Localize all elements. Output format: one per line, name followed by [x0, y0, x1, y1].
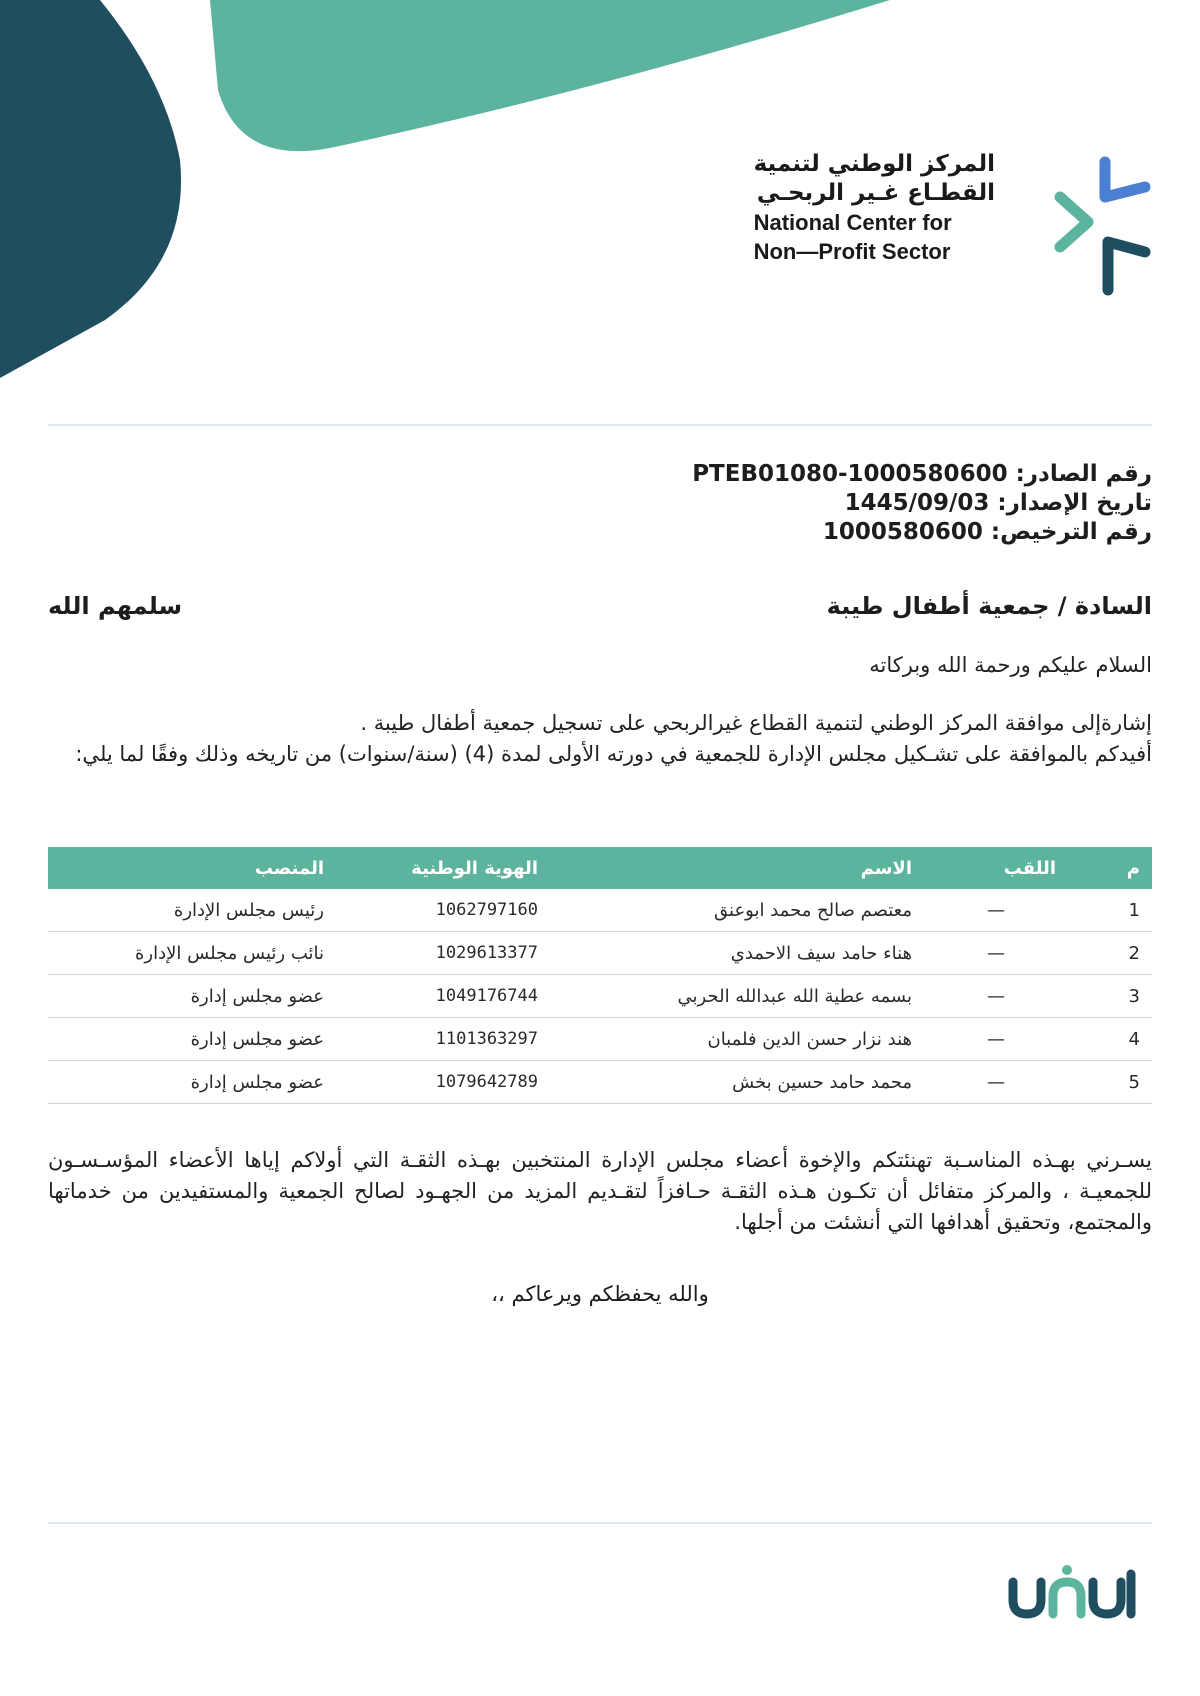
intro-line-2: أفيدكم بالموافقة على تشـكيل مجلس الإدارة للجمعية في دورته الأولى لمدة (4) (سنة/سنوات) من تاريخه وذلك وفقًا لما يلي: — [75, 742, 1152, 766]
addressee: السادة / جمعية أطفال طيبة — [826, 592, 1152, 620]
cell-position: نائب رئيس مجلس الإدارة — [48, 932, 336, 975]
col-header-title: اللقب — [924, 847, 1068, 889]
top-divider — [48, 424, 1152, 426]
cell-title: — — [924, 1061, 1068, 1104]
cell-num: 1 — [1068, 889, 1152, 932]
cell-name: معتصم صالح محمد ابوعنق — [550, 889, 924, 932]
greeting: السلام عليكم ورحمة الله وبركاته — [869, 653, 1152, 677]
org-logo — [753, 150, 1160, 310]
org-name-en-1: National Center for — [753, 210, 952, 235]
namw-brand-logo-icon — [1005, 1562, 1155, 1622]
meta-row-issue-date: تاريخ الإصدار: 1445/09/03 — [844, 490, 1152, 516]
cell-num: 2 — [1068, 932, 1152, 975]
cell-title: — — [924, 975, 1068, 1018]
cell-position: عضو مجلس إدارة — [48, 1018, 336, 1061]
table-row — [48, 932, 1152, 975]
org-name-ar-1: المركز الوطني لتنمية — [753, 151, 995, 177]
closing-paragraph: يسـرني بهـذه المناسـبة تهنئتكم والإخوة أعضاء مجلس الإدارة المنتخبين بهـذه الثقـة التي أولاكم إياها الأعضاء المؤسـسـون للجمعيـة ، والمركز متفائل أن تكـون هـذه الثقـة حـافزاً لتقـديم المزيد من الجهـود لصالح الجمعية والمستفيدين من خدماتها والمجتمع، وتحقيق أهدافها التي أنشئت من أجلها. — [48, 1148, 1152, 1234]
cell-num: 5 — [1068, 1061, 1152, 1104]
cell-name: هند نزار حسن الدين فلمبان — [550, 1018, 924, 1061]
org-name-ar-2: القطـاع غـير الربحـي — [756, 180, 995, 206]
table-row — [48, 975, 1152, 1018]
board-members-table — [48, 847, 1152, 1104]
cell-id: 1079642789 — [336, 1061, 550, 1104]
intro-line-1: إشارةإلى موافقة المركز الوطني لتنمية القطاع غيرالربحي على تسجيل جمعية أطفال طيبة . — [360, 711, 1152, 735]
cell-num: 3 — [1068, 975, 1152, 1018]
cell-position: عضو مجلس إدارة — [48, 1061, 336, 1104]
cell-id: 1062797160 — [336, 889, 550, 932]
cell-position: رئيس مجلس الإدارة — [48, 889, 336, 932]
cell-name: هناء حامد سيف الاحمدي — [550, 932, 924, 975]
col-header-num: م — [1068, 847, 1152, 889]
cell-title: — — [924, 932, 1068, 975]
table-row — [48, 1018, 1152, 1061]
meta-row-issue-no: رقم الصادر: PTEB01080-1000580600 — [692, 461, 1152, 487]
cell-num: 4 — [1068, 1018, 1152, 1061]
org-mark-icon — [1050, 152, 1160, 302]
org-name-en-2: Non—Profit Sector — [753, 239, 951, 264]
table-row — [48, 1061, 1152, 1104]
col-header-id: الهوية الوطنية — [336, 847, 550, 889]
col-header-position: المنصب — [48, 847, 336, 889]
cell-position: عضو مجلس إدارة — [48, 975, 336, 1018]
cell-name: محمد حامد حسين بخش — [550, 1061, 924, 1104]
org-logo-text — [754, 150, 995, 266]
table-header-row — [48, 847, 1152, 889]
col-header-name: الاسم — [550, 847, 924, 889]
cell-id: 1101363297 — [336, 1018, 550, 1061]
blessing: سلمهم الله — [48, 592, 183, 620]
cell-title: — — [924, 1018, 1068, 1061]
signoff: والله يحفظكم ويرعاكم ،، — [491, 1282, 709, 1306]
cell-id: 1029613377 — [336, 932, 550, 975]
teal-shape — [210, 0, 890, 151]
table-row — [48, 889, 1152, 932]
cell-title: — — [924, 889, 1068, 932]
dark-teal-shape — [0, 0, 181, 378]
cell-name: بسمه عطية الله عبدالله الحربي — [550, 975, 924, 1018]
intro-paragraph — [48, 708, 1152, 770]
meta-row-license-no: رقم الترخيص: 1000580600 — [822, 519, 1152, 545]
letter-meta — [692, 460, 1152, 547]
cell-id: 1049176744 — [336, 975, 550, 1018]
bottom-divider — [48, 1522, 1152, 1524]
